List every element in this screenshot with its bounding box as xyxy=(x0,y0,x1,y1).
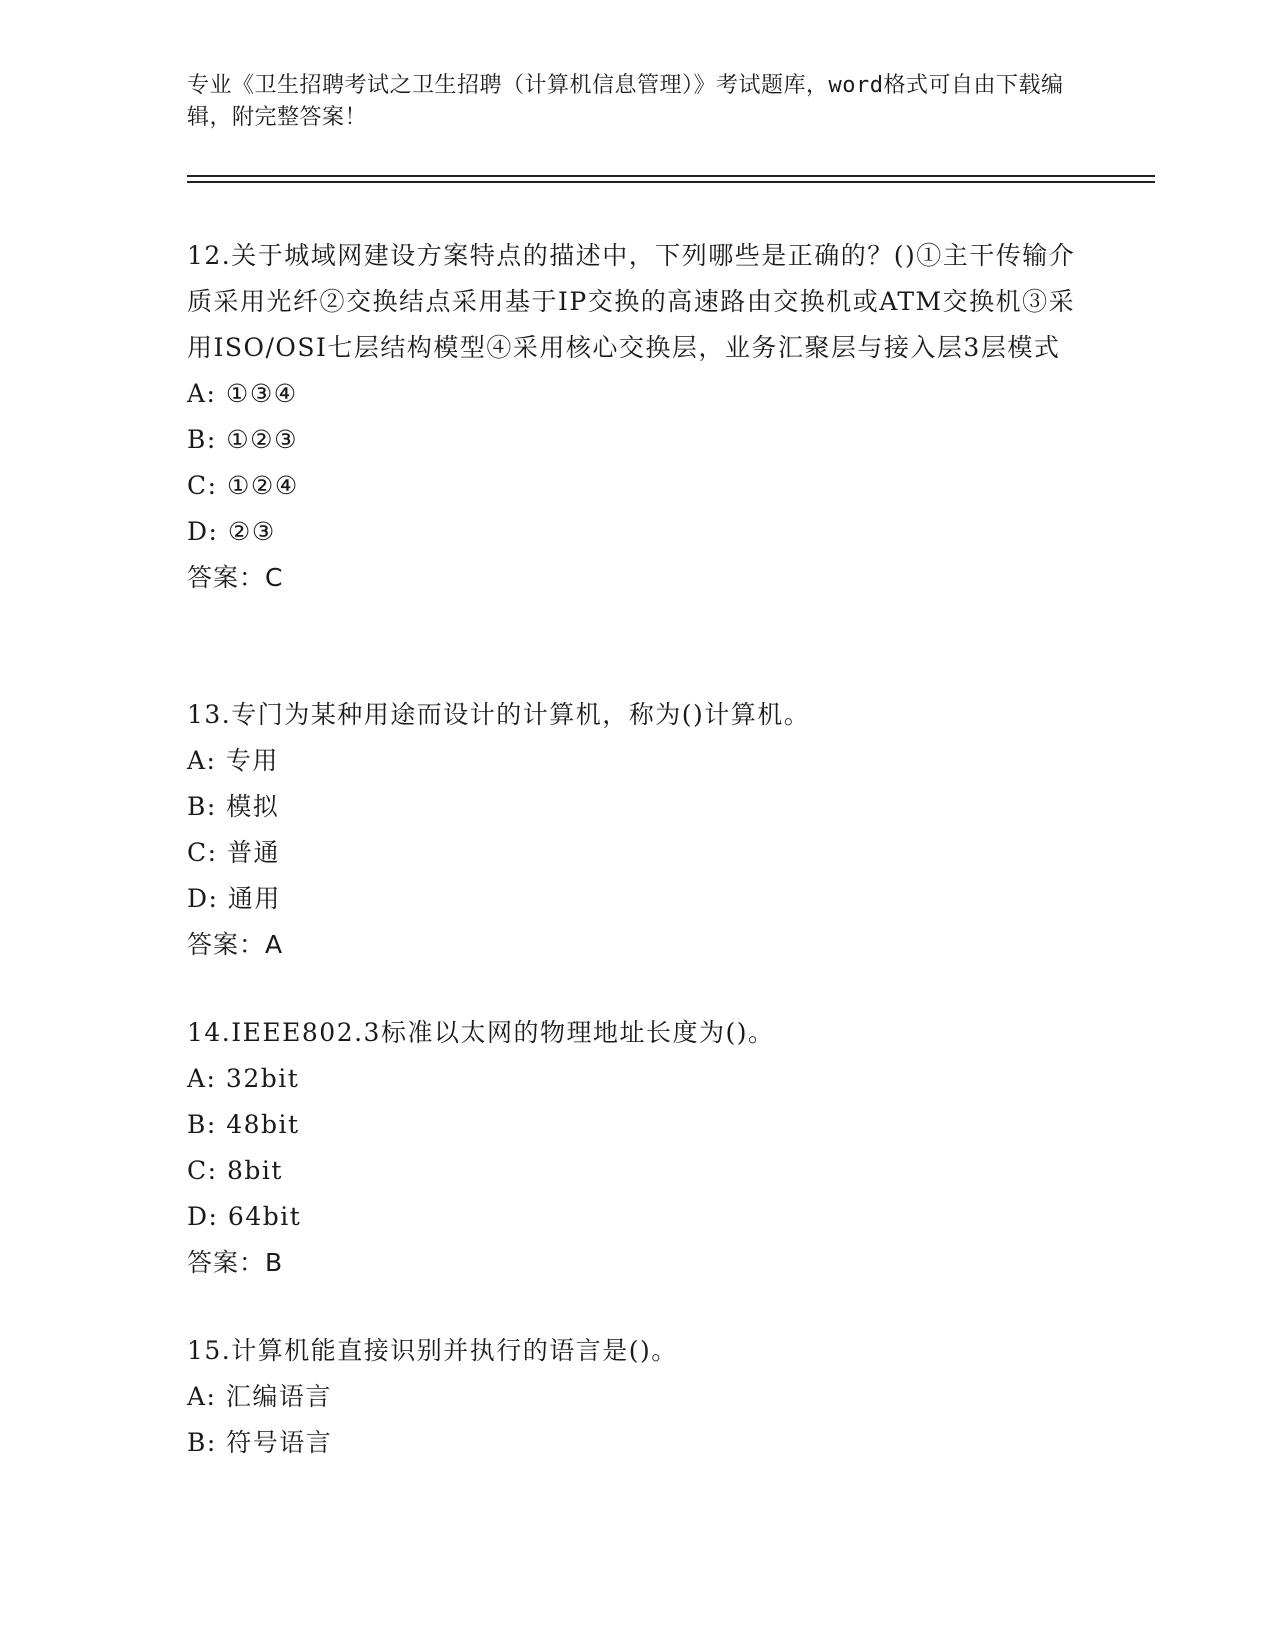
answer-key: 答案：B xyxy=(187,1248,284,1277)
answer-key: 答案：A xyxy=(187,930,284,959)
option-a: A: 32bit xyxy=(187,1064,300,1093)
option-b: B: 模拟 xyxy=(187,792,280,821)
header-divider-top xyxy=(187,175,1155,177)
option-c: C: 8bit xyxy=(187,1156,283,1185)
option-d: D: 64bit xyxy=(187,1202,302,1231)
option-c: C: ①②④ xyxy=(187,471,299,500)
question-stem: 13.专门为某种用途而设计的计算机，称为()计算机。 xyxy=(187,700,811,729)
header-divider-bottom xyxy=(187,181,1155,183)
question-stem: 12.关于城域网建设方案特点的描述中，下列哪些是正确的？()①主干传输介质采用光纤②交换结点采用基于IP交换的高速路由交换机或ATM交换机③采用ISO/OSI七层结构模型④采用核心交换层，业务汇聚层与接入层3层模式 xyxy=(187,241,1076,362)
option-c: C: 普通 xyxy=(187,838,280,867)
option-a: A: 专用 xyxy=(187,746,279,775)
question-14 xyxy=(187,1010,1087,1286)
option-a: A: ①③④ xyxy=(187,379,298,408)
question-13 xyxy=(187,692,1087,968)
option-b: B: ①②③ xyxy=(187,425,298,454)
question-stem: 14.IEEE802.3标准以太网的物理地址长度为()。 xyxy=(187,1018,775,1047)
question-stem: 15.计算机能直接识别并执行的语言是()。 xyxy=(187,1336,678,1365)
option-d: D: 通用 xyxy=(187,884,281,913)
option-b: B: 48bit xyxy=(187,1110,300,1139)
question-12 xyxy=(187,233,1087,601)
answer-key: 答案：C xyxy=(187,563,284,592)
document-header: 专业《卫生招聘考试之卫生招聘（计算机信息管理）》考试题库，word格式可自由下载编辑，附完整答案！ xyxy=(187,73,1064,130)
option-b: B: 符号语言 xyxy=(187,1428,333,1457)
option-d: D: ②③ xyxy=(187,517,276,546)
option-a: A: 汇编语言 xyxy=(187,1382,332,1411)
question-15 xyxy=(187,1328,1087,1466)
